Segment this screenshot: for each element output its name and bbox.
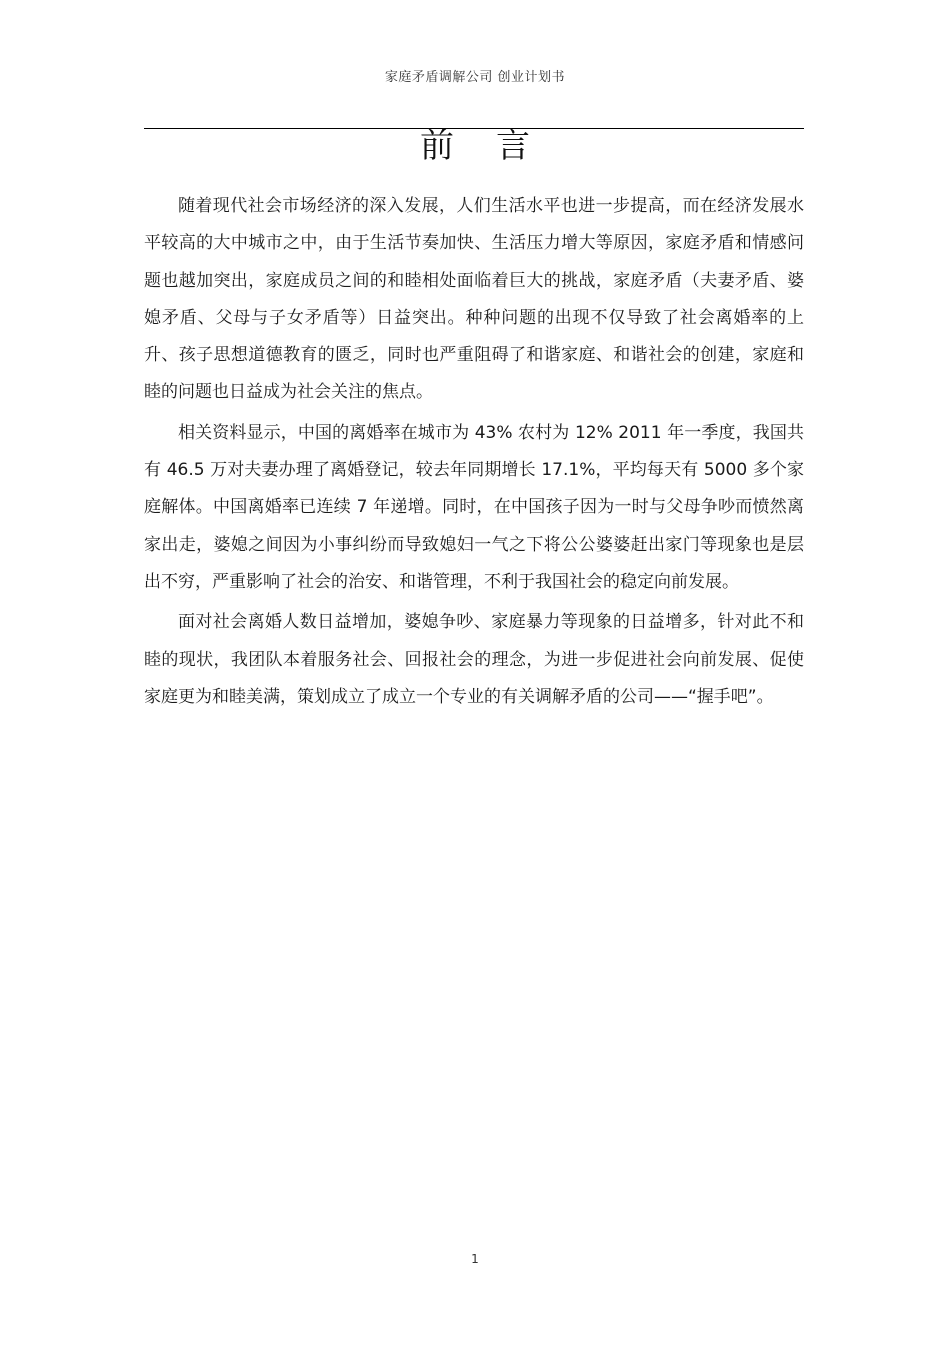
paragraph-1: 随着现代社会市场经济的深入发展，人们生活水平也进一步提高，而在经济发展水平较高的大中城市之中，由于生活节奏加快、生活压力增大等原因，家庭矛盾和情感问题也越加突出，家庭成员之间的和睦相处面临着巨大的挑战，家庭矛盾（夫妻矛盾、婆媳矛盾、父母与子女矛盾等）日益突出。种种问题的出现不仅导致了社会离婚率的上升、孩子思想道德教育的匮乏，同时也严重阻碍了和谐家庭、和谐社会的创建，家庭和睦的问题也日益成为社会关注的焦点。 xyxy=(144,196,804,403)
preface-body xyxy=(144,188,804,716)
running-header: 家庭矛盾调解公司 创业计划书 xyxy=(384,70,566,85)
paragraph-3: 面对社会离婚人数日益增加，婆媳争吵、家庭暴力等现象的日益增多，针对此不和睦的现状，我团队本着服务社会、回报社会的理念，为进一步促进社会向前发展、促使家庭更为和睦美满，策划成立了成立一个专业的有关调解矛盾的公司——“握手吧”。 xyxy=(144,612,804,707)
page-title-char-1: 前 xyxy=(420,126,454,166)
page-number: 1 xyxy=(471,1252,479,1266)
page-title xyxy=(0,124,950,168)
page-title-char-2: 言 xyxy=(496,126,530,166)
paragraph-2: 相关资料显示，中国的离婚率在城市为 43% 农村为 12% 2011 年一季度，我国共有 46.5 万对夫妻办理了离婚登记，较去年同期增长 17.1%，平均每天有 5000 多个家庭解体。中国离婚率已连续 7 年递增。同时，在中国孩子因为一时与父母争吵而愤然离家出走，婆媳之间因为小事纠纷而导致媳妇一气之下将公公婆婆赶出家门等现象也是层出不穷，严重影响了社会的治安、和谐管理，不利于我国社会的稳定向前发展。 xyxy=(144,422,804,592)
